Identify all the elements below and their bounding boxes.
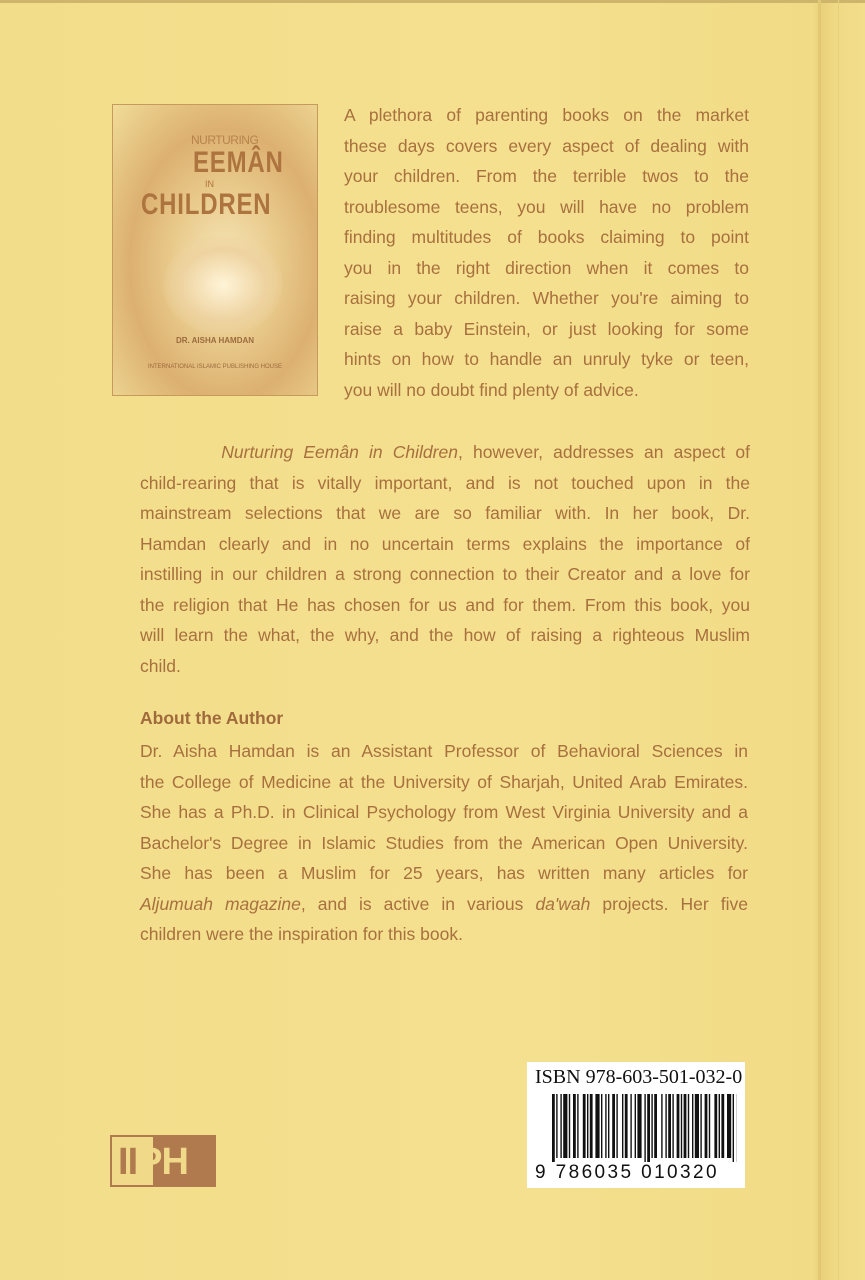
barcode-bar: [665, 1094, 666, 1158]
barcode-bar: [668, 1094, 671, 1158]
text-line: [140, 559, 750, 590]
cover-title-top: NURTURING: [191, 133, 259, 147]
cover-title-main: EEMÂN: [193, 146, 284, 179]
barcode-bar: [587, 1094, 588, 1158]
text-line: [140, 797, 748, 828]
isbn-barcode: [527, 1062, 745, 1188]
barcode-bar: [552, 1094, 555, 1162]
isbn-label: ISBN 978-603-501-032-0: [535, 1066, 743, 1088]
barcode-bar: [654, 1094, 657, 1158]
text-segment: the religion that He has chosen for us and for them. From this book, you: [140, 594, 750, 615]
text-line: [344, 222, 749, 253]
barcode-bar: [630, 1094, 631, 1158]
text-line: [344, 283, 749, 314]
text-segment: projects. Her five: [590, 893, 748, 914]
cover-title-bottom: CHILDREN: [141, 188, 272, 221]
about-author-paragraph: [140, 736, 748, 950]
barcode-bar: [601, 1094, 602, 1158]
text-line: [140, 498, 750, 529]
text-line: [140, 767, 748, 798]
barcode-bar: [672, 1094, 673, 1158]
italic-text: Aljumuah magazine: [140, 893, 301, 914]
text-segment: child.: [140, 655, 181, 676]
text-segment: hints on how to handle an unruly tyke or teen,: [344, 349, 749, 369]
text-line: [344, 100, 749, 131]
barcode-bar: [577, 1094, 578, 1158]
barcode-bar: [684, 1094, 687, 1158]
text-segment: She has been a Muslim for 25 years, has written many articles for: [140, 863, 748, 883]
barcode-bar: [583, 1094, 586, 1158]
barcode-bar: [651, 1094, 652, 1158]
barcode-bar: [688, 1094, 689, 1158]
cover-title-in: IN: [205, 179, 214, 189]
text-segment: , and is active in various: [300, 893, 536, 914]
text-line: [140, 651, 750, 682]
text-line: [344, 375, 749, 406]
text-line: [140, 828, 748, 859]
barcode-bar: [719, 1094, 720, 1158]
barcode-bar: [661, 1094, 662, 1158]
text-line: [344, 161, 749, 192]
barcode-bar: [637, 1094, 641, 1158]
barcode-bar: [590, 1094, 593, 1158]
cover-author: DR. AISHA HAMDAN: [175, 336, 255, 345]
barcode-bar: [705, 1094, 708, 1158]
text-line: [344, 253, 749, 284]
barcode-bar: [563, 1094, 567, 1158]
text-segment: finding multitudes of books claiming to point: [344, 227, 749, 247]
text-segment: child-rearing that is vitally important, and is not touched upon in the: [140, 472, 750, 493]
barcode-bar: [635, 1094, 636, 1158]
barcode-bar: [709, 1094, 710, 1158]
barcode-bar: [721, 1094, 724, 1158]
barcode-bar: [573, 1094, 576, 1158]
barcode-bar: [560, 1094, 561, 1158]
text-segment: you will no doubt find plenty of advice.: [344, 379, 639, 400]
barcode-bar: [644, 1094, 645, 1162]
text-line: [140, 437, 750, 468]
text-segment: instilling in our children a strong connection to their Creator and a love for: [140, 564, 750, 584]
about-author-heading: About the Author: [140, 708, 284, 728]
publisher-logo: [110, 1135, 216, 1187]
text-segment: children were the inspiration for this book.: [140, 924, 463, 944]
text-line: [344, 314, 749, 345]
text-segment: raise a baby Einstein, or just looking for some: [344, 318, 749, 339]
blurb-paragraph-2: [140, 437, 750, 681]
text-segment: [140, 442, 221, 462]
text-segment: A plethora of parenting books on the market: [344, 105, 749, 125]
text-line: [140, 529, 750, 560]
barcode-bar: [605, 1094, 606, 1158]
text-line: [344, 192, 749, 223]
barcode-bars: [552, 1094, 737, 1166]
text-segment: Bachelor's Degree in Islamic Studies from the American Open University.: [140, 832, 748, 853]
text-line: [140, 590, 750, 621]
barcode-digits: 9 786035 010320: [535, 1162, 719, 1183]
barcode-bar: [616, 1094, 617, 1158]
text-line: [140, 468, 750, 499]
barcode-bar: [647, 1094, 650, 1162]
front-cover-thumbnail: [112, 104, 318, 396]
text-line: [344, 344, 749, 375]
text-segment: will learn the what, the why, and the how of raising a righteous Muslim: [140, 625, 750, 645]
text-line: [344, 131, 749, 162]
barcode-bar: [677, 1094, 680, 1158]
text-segment: these days covers every aspect of dealing with: [344, 135, 749, 156]
text-segment: your children. From the terrible twos to the: [344, 166, 749, 186]
barcode-bar: [714, 1094, 717, 1158]
barcode-bar: [569, 1094, 570, 1158]
top-edge: [0, 0, 865, 3]
text-line: [140, 620, 750, 651]
publisher-logo-text: IIPH: [118, 1141, 188, 1183]
barcode-bar: [681, 1094, 682, 1158]
spine-fold: [818, 0, 821, 1280]
barcode-bar: [608, 1094, 609, 1158]
text-segment: raising your children. Whether you're aiming to: [344, 288, 749, 308]
text-segment: She has a Ph.D. in Clinical Psychology from West Virginia University and a: [140, 802, 748, 822]
barcode-bar: [595, 1094, 599, 1158]
text-segment: you in the right direction when it comes to: [344, 257, 749, 278]
barcode-bar: [625, 1094, 628, 1158]
italic-text: da'wah: [535, 893, 591, 914]
italic-text: Nurturing Eemân in Children: [221, 442, 458, 462]
barcode-bar: [692, 1094, 693, 1158]
barcode-bar: [556, 1094, 557, 1158]
barcode-bar: [622, 1094, 623, 1158]
text-line: [140, 919, 748, 950]
blurb-paragraph-1: [344, 100, 749, 405]
text-segment: Hamdan clearly and in no uncertain terms explains the importance of: [140, 533, 750, 554]
barcode-bar: [695, 1094, 699, 1158]
cover-publisher: INTERNATIONAL ISLAMIC PUBLISHING HOUSE: [147, 364, 283, 370]
text-segment: , however, addresses an aspect of: [457, 442, 750, 462]
barcode-bar: [700, 1094, 701, 1158]
barcode-bar: [727, 1094, 731, 1158]
text-line: [140, 858, 748, 889]
barcode-bar: [733, 1094, 734, 1162]
text-segment: mainstream selections that we are so familiar with. In her book, Dr.: [140, 503, 750, 523]
spine-fold-edge: [838, 0, 839, 1280]
barcode-bar: [612, 1094, 615, 1158]
text-segment: troublesome teens, you will have no problem: [344, 196, 749, 217]
text-segment: the College of Medicine at the University of Sharjah, United Arab Emirates.: [140, 771, 748, 792]
text-line: [140, 889, 748, 920]
text-segment: Dr. Aisha Hamdan is an Assistant Professor of Behavioral Sciences in: [140, 741, 748, 761]
text-line: [140, 736, 748, 767]
cover-photo-hands: [163, 235, 283, 335]
